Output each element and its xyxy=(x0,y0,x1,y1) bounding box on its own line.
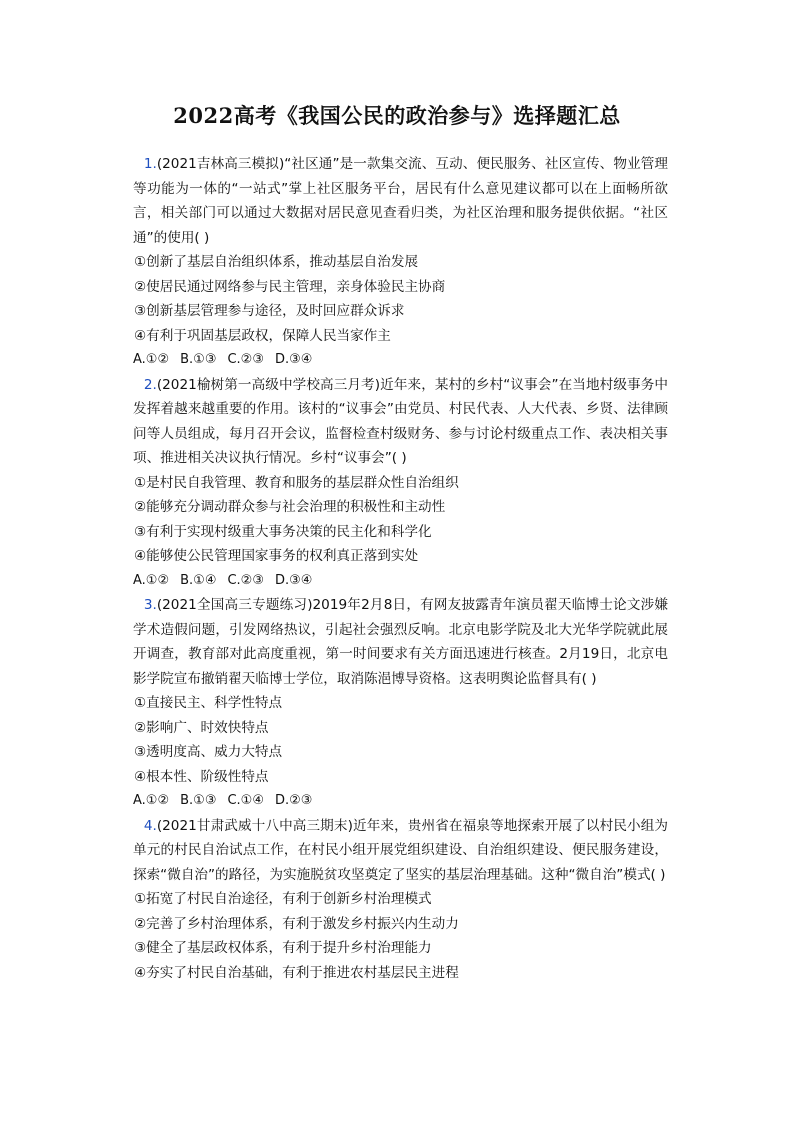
option-3: ③有利于实现村级重大事务决策的民主化和科学化 xyxy=(134,523,432,540)
option-4: ④能够使公民管理国家事务的权利真正落到实处 xyxy=(134,548,419,564)
answer-d: D.③④ xyxy=(275,352,313,367)
option-4: ④根本性、阶级性特点 xyxy=(134,768,269,785)
question-number: 4. xyxy=(143,817,157,834)
answer-c: C.②③ xyxy=(227,352,264,367)
answer-b: B.①③ xyxy=(180,793,217,808)
question-number: 3. xyxy=(143,597,157,613)
question-text: “社区通”是一款集交流、互动、便民服务、社区宣传、物业管理等功能为一体的“一站式”掌上社区服务平台，居民有什么意见建议都可以在上面畅所欲言，相关部门可以通过大数据对居民意见查看归类，为社区治理和服务提供依据。“社区通”的使用( ) xyxy=(133,156,668,246)
option-1: ①创新了基层自治组织体系，推动基层自治发展 xyxy=(134,254,419,270)
option-1: ①拓宽了村民自治途径，有利于创新乡村治理模式 xyxy=(134,891,432,907)
option-4: ④有利于巩固基层政权，保障人民当家作主 xyxy=(134,327,391,344)
document-title: 2022高考《我国公民的政治参与》选择题汇总 xyxy=(173,103,621,128)
question-stem xyxy=(133,373,668,471)
answer-a: A.①② xyxy=(133,352,170,367)
question-2 xyxy=(133,373,668,594)
answer-choices xyxy=(133,348,668,373)
answer-c: C.①④ xyxy=(227,793,264,808)
question-source: (2021吉林高三模拟) xyxy=(156,156,285,172)
question-list xyxy=(133,152,668,985)
question-text: 2019年2月8日，有网友披露青年演员翟天临博士论文涉嫌学术造假问题，引发网络热议，引起社会强烈反响。北京电影学院及北大光华学院就此展开调查，教育部对此高度重视，第一时间要求有关方面迅速进行核查。2月19日，北京电影学院宣布撤销翟天临博士学位，取消陈浥博导资格。这表明舆论监督具有( ) xyxy=(133,597,668,687)
question-4 xyxy=(133,814,668,986)
option-1: ①是村民自我管理、教育和服务的基层群众性自治组织 xyxy=(134,474,459,491)
question-number: 2. xyxy=(143,376,157,393)
answer-a: A.①② xyxy=(133,793,170,808)
option-2: ②使居民通过网络参与民主管理，亲身体验民主协商 xyxy=(134,278,446,295)
option-3: ③创新基层管理参与途径，及时回应群众诉求 xyxy=(134,303,405,319)
question-source: (2021全国高三专题练习) xyxy=(156,597,313,613)
option-2: ②影响广、时效快特点 xyxy=(134,719,269,736)
question-text: 近年来，某村的乡村“议事会”在当地村级事务中发挥着越来越重要的作用。该村的“议事会”由党员、村民代表、人大代表、乡贤、法律顾问等人员组成，每月召开会议，监督检查村级财务、参与讨论村级重点工作、表决相关事项、推进相关决议执行情况。乡村“议事会”( ) xyxy=(133,376,668,466)
option-3: ③健全了基层政权体系，有利于提升乡村治理能力 xyxy=(134,940,432,956)
question-number: 1. xyxy=(143,156,157,172)
option-2: ②完善了乡村治理体系，有利于激发乡村振兴内生动力 xyxy=(134,915,459,932)
answer-a: A.①② xyxy=(133,572,170,588)
question-source: (2021榆树第一高级中学校高三月考) xyxy=(156,376,381,393)
option-2: ②能够充分调动群众参与社会治理的积极性和主动性 xyxy=(134,499,446,515)
question-text: 近年来，贵州省在福泉等地探索开展了以村民小组为单元的村民自治试点工作，在村民小组开展党组织建设、自治组织建设、便民服务建设，探索“微自治”的路径，为实施脱贫攻坚奠定了坚实的基层治理基础。这种“微自治”模式( ) xyxy=(133,817,669,883)
question-stem xyxy=(133,152,668,250)
answer-b: B.①③ xyxy=(180,352,217,367)
answer-c: C.②③ xyxy=(227,572,264,588)
answer-choices xyxy=(133,789,668,814)
question-stem xyxy=(133,814,668,888)
question-3 xyxy=(133,593,668,814)
answer-d: D.③④ xyxy=(275,572,313,588)
answer-choices xyxy=(133,569,668,594)
option-3: ③透明度高、威力大特点 xyxy=(134,744,283,760)
answer-d: D.②③ xyxy=(275,793,313,808)
option-4: ④夯实了村民自治基础，有利于推进农村基层民主进程 xyxy=(134,964,459,981)
option-1: ①直接民主、科学性特点 xyxy=(134,695,283,711)
question-stem xyxy=(133,593,668,691)
answer-b: B.①④ xyxy=(180,572,217,588)
question-source: (2021甘肃武威十八中高三期末) xyxy=(156,817,353,834)
question-1 xyxy=(133,152,668,373)
